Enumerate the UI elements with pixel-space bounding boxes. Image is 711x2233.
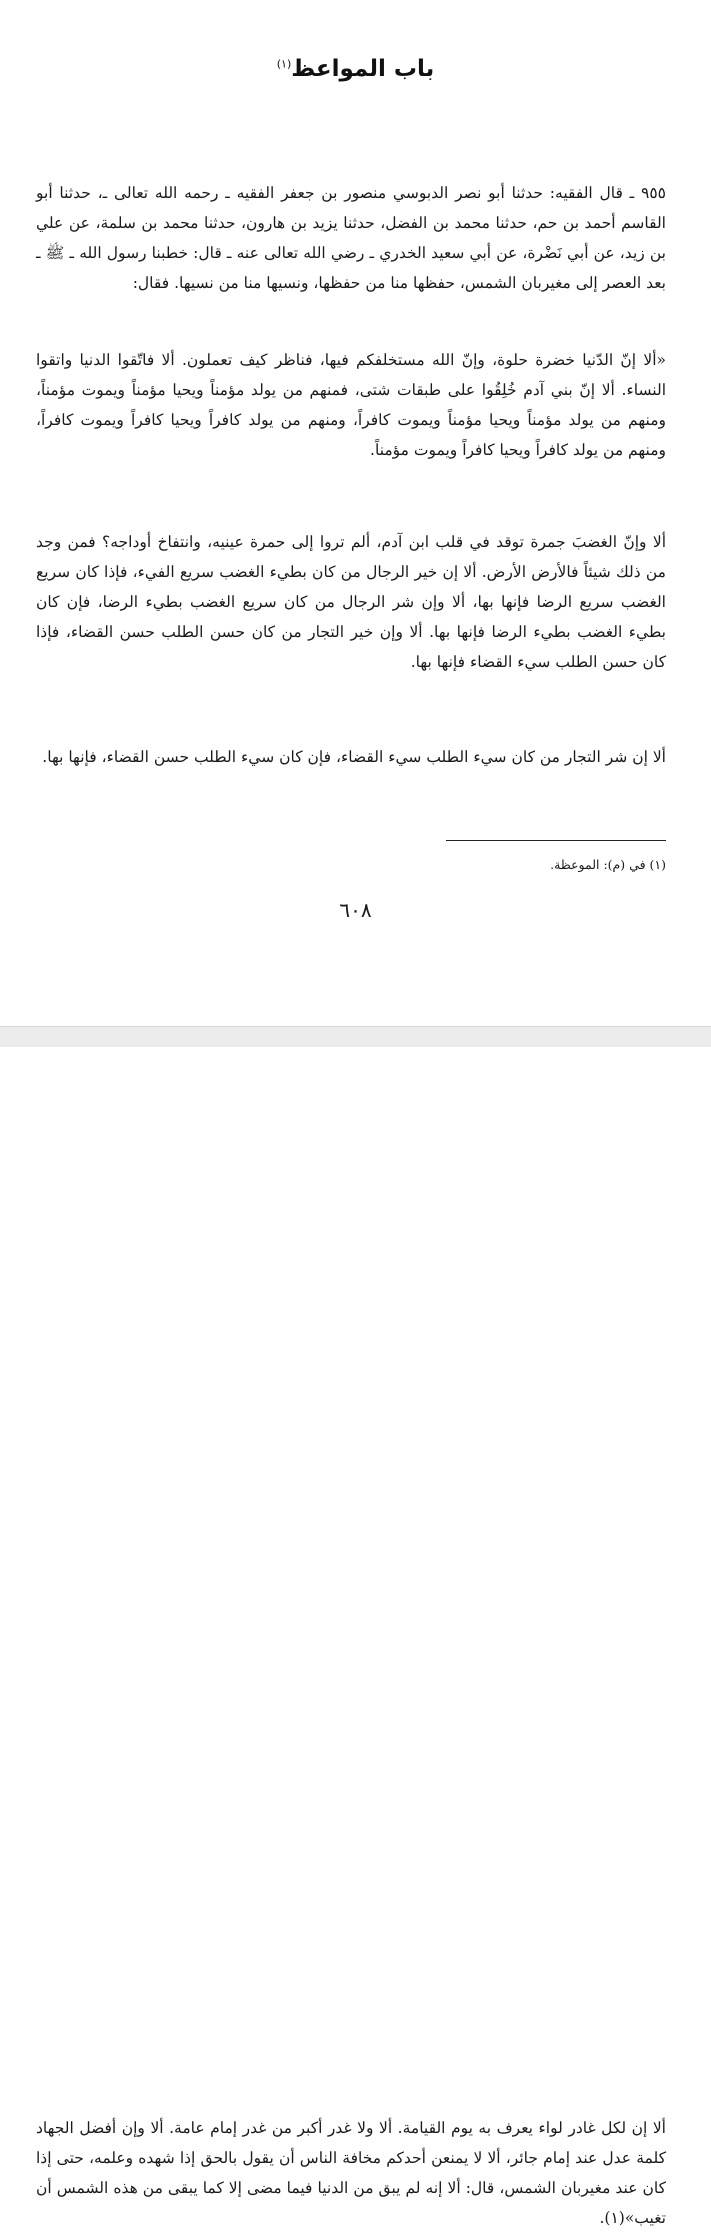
footnote: (١) في (م): الموعظة. (550, 857, 666, 872)
footnote-divider (446, 840, 666, 841)
sermon-paragraph-1-text: «ألا إنّ الدّنيا خضرة حلوة، وإنّ الله مستخلفكم فيها، فناظر كيف تعملون. ألا فاتّقوا الدنيا واتقوا النساء. ألا إنّ بني آدم خُلِقُوا على طبقات شتى، فمنهم من يولد مؤمناً ويحيا مؤمناً ويموت مؤمناً، ومنهم من يولد مؤمناً ويحيا مؤمناً ويموت كافراً، ومنهم من يولد كافراً ويحيا كافراً ويموت كافراً، ومنهم من يولد كافراً ويحيا كافراً ويموت مؤمناً. (36, 351, 666, 459)
hadith-intro-paragraph (36, 178, 666, 298)
sermon-continued-paragraph (36, 2113, 666, 2233)
chapter-title-footnote-marker: (١) (276, 57, 292, 71)
sermon-paragraph-2-text: ألا وإنّ الغضبَ جمرة توقد في قلب ابن آدم، ألم تروا إلى حمرة عينيه، وانتفاخ أوداجه؟ فمن وجد من ذلك شيئاً فالأرض الأرض. ألا إن خير الرجال من كان بطيء الغضب سريع الفيء، فإذا كان سريع الغضب سريع الرضا فإنها بها، ألا وإن شر الرجال من كان سريع الغضب بطيء الرضا، فإن كان بطيء الغضب بطيء الرضا فإنها بها. ألا وإن خير التجار من كان حسن الطلب حسن القضاء، فإذا كان حسن الطلب سيء القضاء فإنها بها. (36, 533, 666, 671)
hadith-intro-text: ٩٥٥ ـ قال الفقيه: حدثنا أبو نصر الدبوسي منصور بن جعفر الفقيه ـ رحمه الله تعالى ـ، حدثنا أبو القاسم أحمد بن حم، حدثنا محمد بن الفضل، حدثنا يزيد بن هارون، حدثنا محمد بن سلمة، عن علي بن زيد، عن أبي نَضْرة، عن أبي سعيد الخدري ـ رضي الله تعالى عنه ـ قال: خطبنا رسول الله ـ ﷺ ـ بعد العصر إلى مغيربان الشمس، حفظها منا من حفظها، ونسيها منا من نسيها. فقال: (36, 184, 666, 292)
book-page-upper (0, 0, 711, 1026)
sermon-paragraph-3-text: ألا إن شر التجار من كان سيء الطلب سيء القضاء، فإن كان سيء الطلب حسن القضاء، فإنها بها. (42, 748, 666, 766)
book-page-lower (0, 1047, 711, 2227)
page-number: ٦٠٨ (339, 898, 372, 922)
chapter-title-text: باب المواعظ (291, 56, 435, 82)
sermon-continued-text: ألا إن لكل غادر لواء يعرف به يوم القيامة. ألا ولا غدر أكبر من غدر إمام عامة. ألا وإن أفضل الجهاد كلمة عدل عند إمام جائر، ألا لا يمنعن أحدكم مخافة الناس أن يقول بالحق إذا شهده وعلمه، حتى إذا كان عند مغيربان الشمس، قال: ألا إنه لم يبق من الدنيا فيما مضى إلا كما يبقى من هذه الشمس أن تغيب»(١). (36, 2119, 666, 2227)
sermon-paragraph-2 (36, 527, 666, 677)
sermon-paragraph-3 (36, 742, 666, 772)
page-separator (0, 1026, 711, 1048)
sermon-paragraph-1 (36, 345, 666, 465)
chapter-title (0, 56, 711, 82)
